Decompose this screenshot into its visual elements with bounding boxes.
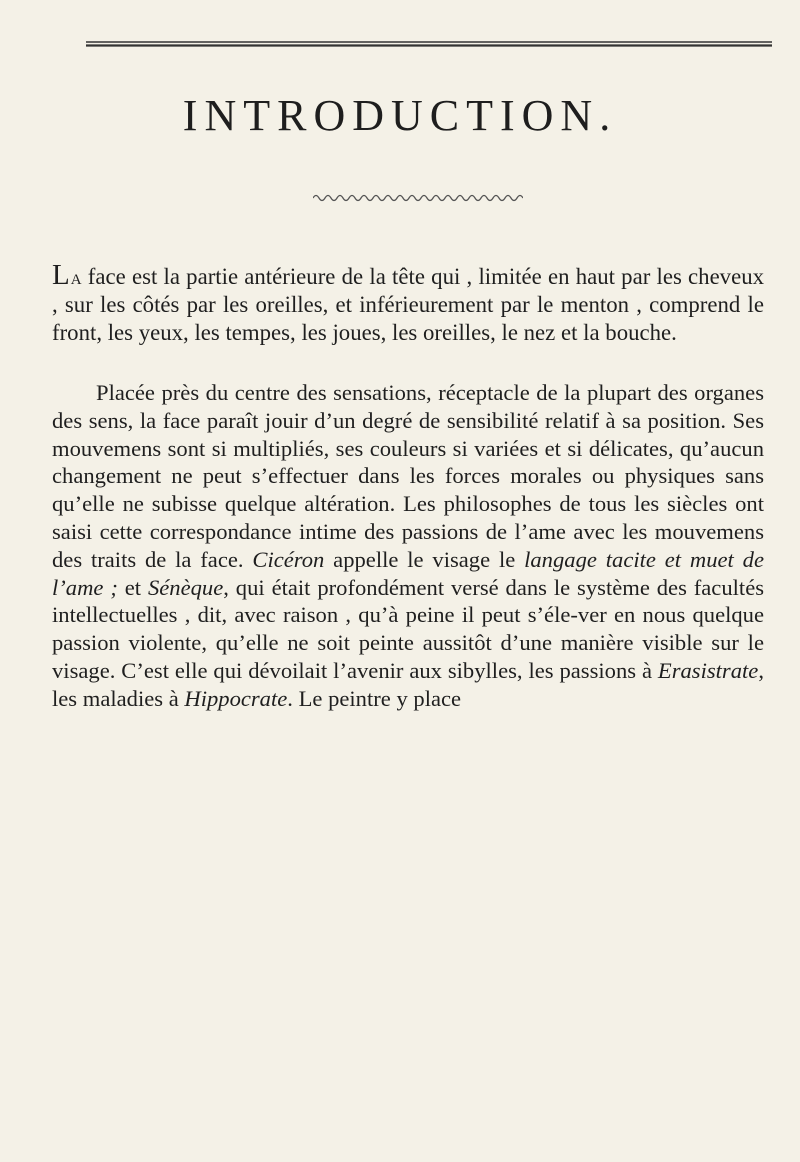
italic-name-ciceron: Cicéron	[252, 546, 325, 572]
paragraph-text: Placée près du centre des sensations, réceptacle de la plupart des organes des sens, la face paraît jouir d’un degré de sensibilité relatif à sa position. Ses mouvemens sont si multipliés, ses couleurs si variées et si délicates, qu’aucun changement ne peut s’effectuer dans les forces morales ou physiques sans qu’elle ne subisse quelque altération. Les philosophes de tous les siècles ont saisi cette correspondance intime des passions de l’ame avec les mouvemens des traits de la face.	[52, 380, 764, 572]
paragraph-text: . Le peintre y place	[287, 685, 462, 711]
italic-name-seneque: Sénèque	[147, 574, 224, 600]
paragraph-text: face est la partie antérieure de la tête qui , limitée en haut par les cheveux , sur les côtés par les oreilles, et inférieurement par le menton , comprend le front, les yeux, les tempes, les joues, les oreilles, le nez et la bouche.	[52, 264, 764, 346]
italic-name-hippocrate: Hippocrate	[184, 685, 288, 711]
paragraph-text: , les maladies à	[52, 657, 764, 711]
paragraph-text: et	[117, 574, 148, 600]
top-rule-divider	[86, 40, 772, 48]
page-title: INTRODUCTION.	[182, 91, 618, 140]
paragraph-definition	[52, 261, 764, 348]
italic-name-erasistrate: Erasistrate	[657, 657, 759, 683]
drop-cap: L	[52, 259, 71, 291]
paragraph-text: , qui était profondément versé dans le système des facultés intellectuelles , dit, avec raison , qu’à peine il peut s’éle-ver en nous quelque passion violente, qu’elle ne soit peinte aussitôt d’une manière visible sur le visage. C’est elle qui dévoilait l’avenir aux sibylles, les passions à	[52, 574, 765, 683]
paragraph-text: appelle le visage le	[324, 546, 525, 572]
small-caps-continuation: a	[70, 264, 82, 289]
wavy-ornament-divider	[313, 193, 523, 203]
italic-quote-langage: langage tacite et muet de l’ame ;	[52, 546, 764, 600]
paragraph-sensibility	[52, 379, 764, 713]
